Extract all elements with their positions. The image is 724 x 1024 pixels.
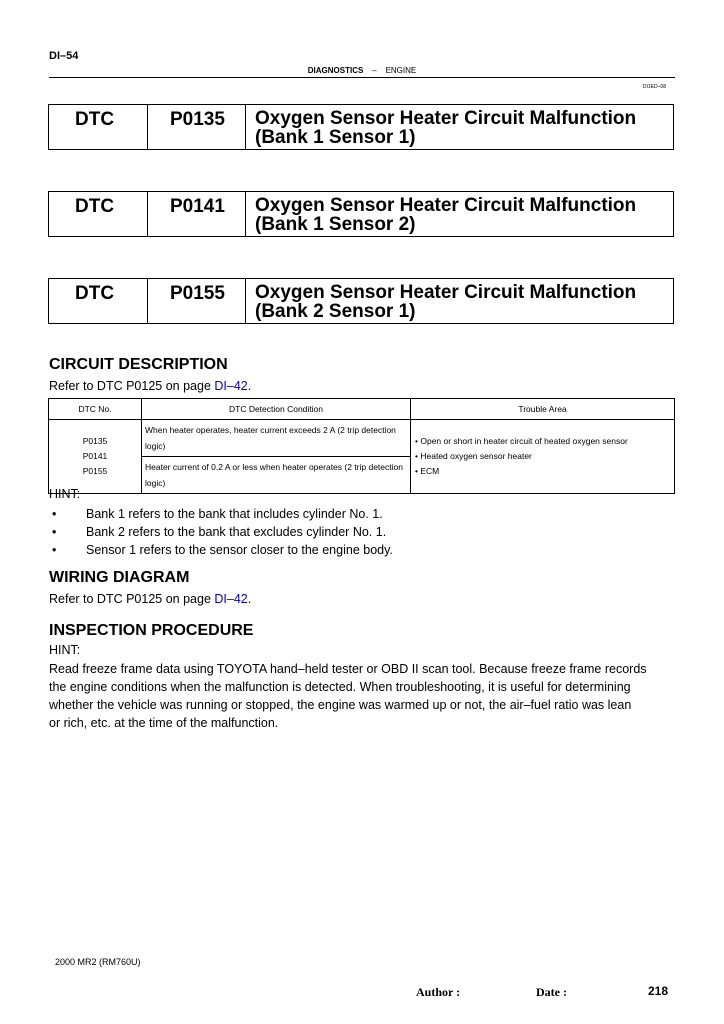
table-row — [49, 420, 675, 457]
paragraph-line: or rich, etc. at the time of the malfunction. — [49, 716, 279, 730]
dtc-label: DTC — [49, 279, 148, 323]
dtc-title-line1: Oxygen Sensor Heater Circuit Malfunction — [255, 108, 637, 129]
paragraph-line: Read freeze frame data using TOYOTA hand–held tester or OBD II scan tool. Because freeze frame records — [49, 662, 647, 676]
trouble-area-text: Heated oxygen sensor heater — [420, 451, 532, 461]
list-item — [49, 541, 393, 559]
page-id: DI–54 — [49, 50, 79, 62]
footer-date-label: Date : — [536, 985, 567, 999]
paragraph-line: whether the vehicle was running or stopped, the engine was warmed up or not, the air–fuel ratio was lean — [49, 698, 632, 712]
circuit-description-title: CIRCUIT DESCRIPTION — [49, 356, 228, 373]
doc-code: DI1ED–08 — [642, 84, 666, 90]
bullet-icon: • — [415, 436, 418, 446]
reference-suffix: . — [247, 592, 252, 606]
dtc-title — [246, 105, 673, 149]
list-item — [49, 505, 393, 523]
header-detection-condition: DTC Detection Condition — [142, 399, 411, 420]
dtc-code-item: P0135 — [82, 436, 108, 446]
list-item-text: Sensor 1 refers to the sensor closer to the engine body. — [86, 543, 393, 557]
dtc-title-line2: (Bank 1 Sensor 1) — [255, 127, 416, 148]
list-item — [49, 523, 393, 541]
inspection-procedure-title: INSPECTION PROCEDURE — [49, 622, 254, 639]
table-header-row — [49, 399, 675, 420]
dtc-code: P0155 — [148, 279, 246, 323]
page-number: 218 — [648, 984, 669, 998]
hint-list — [49, 505, 393, 559]
hint-label: HINT: — [49, 487, 81, 501]
dtc-condition-table — [48, 398, 675, 494]
dtc-title — [246, 192, 673, 236]
dtc-title-line2: (Bank 2 Sensor 1) — [255, 301, 416, 322]
header-section: DIAGNOSTICS — [307, 66, 364, 75]
wiring-diagram-title: WIRING DIAGRAM — [49, 569, 190, 586]
list-item-text: Bank 2 refers to the bank that excludes cylinder No. 1. — [86, 525, 387, 539]
dtc-label: DTC — [49, 105, 148, 149]
footer-author-label: Author : — [416, 985, 461, 999]
footer-model: 2000 MR2 (RM760U) — [55, 957, 141, 967]
bullet-icon: • — [52, 525, 57, 539]
trouble-area-text: Open or short in heater circuit of heated oxygen sensor — [420, 436, 628, 446]
trouble-area-item — [415, 434, 670, 449]
dtc-code: P0135 — [148, 105, 246, 149]
wiring-reference — [49, 592, 251, 606]
trouble-area-cell — [411, 420, 675, 494]
header-trouble-area: Trouble Area — [411, 399, 675, 420]
dtc-code-item: P0141 — [82, 451, 108, 461]
dtc-title-line1: Oxygen Sensor Heater Circuit Malfunction — [255, 282, 637, 303]
bullet-icon: • — [415, 466, 418, 476]
inspection-paragraph — [49, 660, 677, 732]
list-item-text: Bank 1 refers to the bank that includes cylinder No. 1. — [86, 507, 383, 521]
header-subsection: ENGINE — [385, 66, 417, 75]
page-link[interactable]: DI–42 — [214, 379, 248, 393]
header-rule — [49, 77, 675, 78]
header-dtc-no: DTC No. — [49, 399, 142, 420]
dtc-title — [246, 279, 673, 323]
dtc-box-p0155 — [48, 278, 674, 324]
trouble-area-item — [415, 449, 670, 464]
trouble-area-item — [415, 464, 670, 479]
condition-cell: When heater operates, heater current exceeds 2 A (2 trip detection logic) — [142, 420, 411, 457]
header-separator: – — [372, 66, 377, 75]
bullet-icon: • — [415, 451, 418, 461]
reference-text: Refer to DTC P0125 on page — [49, 592, 215, 606]
dtc-box-p0135 — [48, 104, 674, 150]
dtc-title-line2: (Bank 1 Sensor 2) — [255, 214, 416, 235]
trouble-area-text: ECM — [420, 466, 440, 476]
dtc-codes-cell — [49, 420, 142, 494]
dtc-box-p0141 — [48, 191, 674, 237]
bullet-icon: • — [52, 543, 57, 557]
dtc-label: DTC — [49, 192, 148, 236]
circuit-reference — [49, 379, 251, 393]
inspection-hint-label: HINT: — [49, 643, 81, 657]
reference-suffix: . — [247, 379, 252, 393]
dtc-title-line1: Oxygen Sensor Heater Circuit Malfunction — [255, 195, 637, 216]
condition-cell: Heater current of 0.2 A or less when heater operates (2 trip detection logic) — [142, 457, 411, 494]
dtc-code: P0141 — [148, 192, 246, 236]
reference-text: Refer to DTC P0125 on page — [49, 379, 215, 393]
paragraph-line: the engine conditions when the malfunction is detected. When troubleshooting, it is useful for determining — [49, 680, 631, 694]
dtc-code-item: P0155 — [82, 466, 108, 476]
bullet-icon: • — [52, 507, 57, 521]
running-header — [49, 66, 675, 75]
page-link[interactable]: DI–42 — [214, 592, 248, 606]
